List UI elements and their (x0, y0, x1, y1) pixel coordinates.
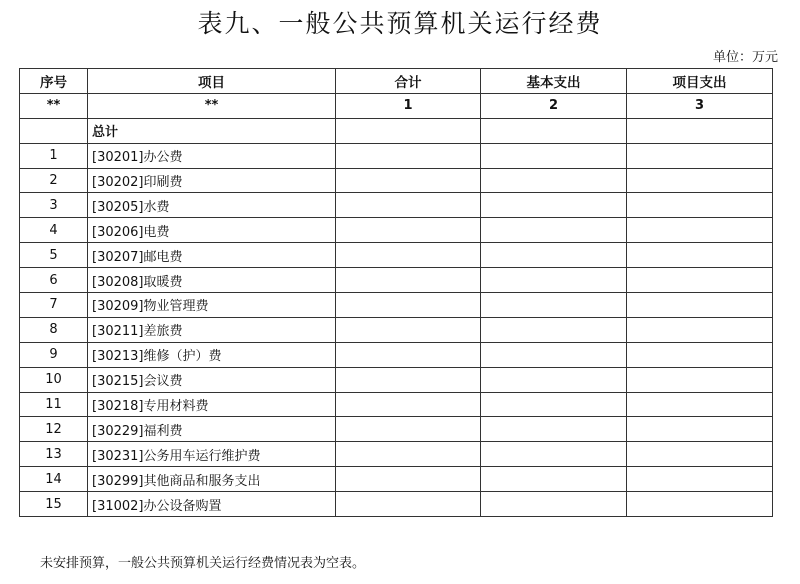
row-item: [30208]取暖费 (88, 268, 336, 293)
col-header-basic: 基本支出 (481, 69, 627, 94)
table-row (20, 467, 773, 492)
row-item: [30218]专用材料费 (88, 392, 336, 417)
row-number: 13 (20, 442, 88, 467)
row-basic-cell (481, 168, 627, 193)
row-item: [30201]办公费 (88, 143, 336, 168)
row-number: 12 (20, 417, 88, 442)
row-number: 10 (20, 367, 88, 392)
row-number: 7 (20, 293, 88, 318)
row-total-cell (336, 392, 481, 417)
row-item: [31002]办公设备购置 (88, 492, 336, 517)
row-total-cell (336, 417, 481, 442)
table-row (20, 293, 773, 318)
unit-label: 单位：万元 (712, 50, 778, 65)
page-title: 表九、一般公共预算机关运行经费 (197, 9, 603, 38)
row-total-cell (336, 342, 481, 367)
row-number: 5 (20, 243, 88, 268)
index-row (20, 93, 773, 118)
total-row (20, 118, 773, 143)
table-row (20, 268, 773, 293)
index-cell: ** (20, 93, 88, 118)
row-basic-cell (481, 392, 627, 417)
row-project-cell (627, 218, 773, 243)
row-total-cell (336, 293, 481, 318)
table-row (20, 367, 773, 392)
table-row (20, 218, 773, 243)
col-header-total: 合计 (336, 69, 481, 94)
row-project-cell (627, 417, 773, 442)
table-row (20, 392, 773, 417)
row-project-cell (627, 467, 773, 492)
row-number: 9 (20, 342, 88, 367)
row-item: [30213]维修（护）费 (88, 342, 336, 367)
index-cell: 2 (481, 93, 627, 118)
row-number: 15 (20, 492, 88, 517)
col-header-no: 序号 (20, 69, 88, 94)
index-cell: 1 (336, 93, 481, 118)
index-cell: ** (88, 93, 336, 118)
row-number: 2 (20, 168, 88, 193)
row-project-cell (627, 243, 773, 268)
row-total-cell (336, 218, 481, 243)
row-project-cell (627, 168, 773, 193)
footnote: 未安排预算，一般公共预算机关运行经费情况表为空表。 (40, 556, 366, 571)
row-basic-cell (481, 492, 627, 517)
row-basic-cell (481, 143, 627, 168)
row-project-cell (627, 293, 773, 318)
row-basic-cell (481, 293, 627, 318)
row-item: [30205]水费 (88, 193, 336, 218)
row-basic-cell (481, 342, 627, 367)
row-project-cell (627, 193, 773, 218)
row-basic-cell (481, 243, 627, 268)
row-project-cell (627, 143, 773, 168)
row-number: 3 (20, 193, 88, 218)
row-project-cell (627, 367, 773, 392)
total-basic-cell (481, 118, 627, 143)
row-total-cell (336, 467, 481, 492)
row-item: [30202]印刷费 (88, 168, 336, 193)
row-total-cell (336, 243, 481, 268)
table-row (20, 193, 773, 218)
col-header-item: 项目 (88, 69, 336, 94)
total-sum-cell (336, 118, 481, 143)
row-total-cell (336, 168, 481, 193)
index-cell: 3 (627, 93, 773, 118)
table-row (20, 417, 773, 442)
row-project-cell (627, 392, 773, 417)
row-item: [30211]差旅费 (88, 317, 336, 342)
row-project-cell (627, 268, 773, 293)
table-row (20, 317, 773, 342)
row-project-cell (627, 317, 773, 342)
row-number: 4 (20, 218, 88, 243)
row-total-cell (336, 442, 481, 467)
row-basic-cell (481, 317, 627, 342)
table-row (20, 442, 773, 467)
row-project-cell (627, 492, 773, 517)
row-total-cell (336, 317, 481, 342)
header-row (20, 69, 773, 94)
row-item: [30207]邮电费 (88, 243, 336, 268)
row-basic-cell (481, 367, 627, 392)
row-number: 8 (20, 317, 88, 342)
row-item: [30229]福利费 (88, 417, 336, 442)
total-label: 总计 (88, 118, 336, 143)
row-project-cell (627, 442, 773, 467)
row-basic-cell (481, 442, 627, 467)
total-project-cell (627, 118, 773, 143)
row-number: 1 (20, 143, 88, 168)
row-item: [30206]电费 (88, 218, 336, 243)
row-item: [30209]物业管理费 (88, 293, 336, 318)
col-header-project: 项目支出 (627, 69, 773, 94)
row-number: 11 (20, 392, 88, 417)
table-row (20, 492, 773, 517)
row-item: [30215]会议费 (88, 367, 336, 392)
row-basic-cell (481, 417, 627, 442)
total-no-cell (20, 118, 88, 143)
row-item: [30231]公务用车运行维护费 (88, 442, 336, 467)
budget-table (19, 68, 773, 517)
row-total-cell (336, 268, 481, 293)
row-total-cell (336, 367, 481, 392)
row-number: 6 (20, 268, 88, 293)
row-basic-cell (481, 218, 627, 243)
row-basic-cell (481, 193, 627, 218)
row-basic-cell (481, 467, 627, 492)
row-item: [30299]其他商品和服务支出 (88, 467, 336, 492)
row-number: 14 (20, 467, 88, 492)
row-total-cell (336, 193, 481, 218)
table-row (20, 168, 773, 193)
table-row (20, 342, 773, 367)
row-basic-cell (481, 268, 627, 293)
row-total-cell (336, 492, 481, 517)
table-row (20, 243, 773, 268)
row-total-cell (336, 143, 481, 168)
table-row (20, 143, 773, 168)
row-project-cell (627, 342, 773, 367)
